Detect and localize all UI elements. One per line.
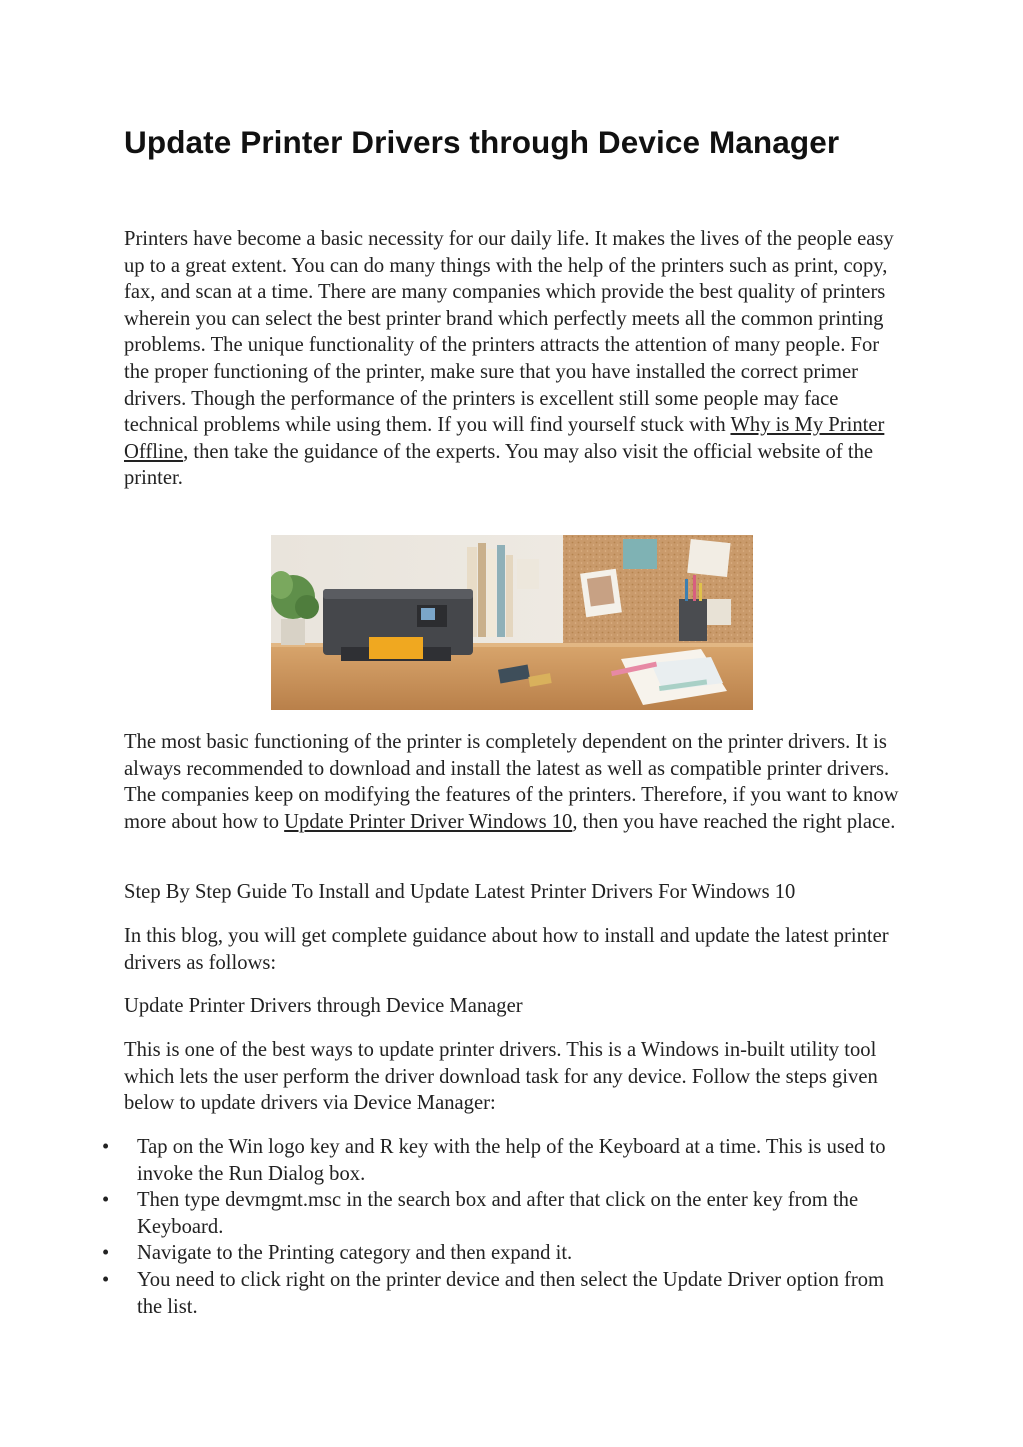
update-driver-windows10-link[interactable]: Update Printer Driver Windows 10 bbox=[284, 810, 573, 833]
intro-text-end: , then take the guidance of the experts. You may also visit the official website of the printer. bbox=[124, 440, 874, 490]
step-text: Tap on the Win logo key and R key with the help of the Keyboard at a time. This is used to invoke the Run Dialog box. bbox=[137, 1136, 886, 1185]
intro-paragraph bbox=[124, 226, 902, 492]
printer-desk-photo bbox=[271, 535, 753, 710]
page-title: Update Printer Drivers through Device Manager bbox=[124, 124, 840, 160]
section-heading: Update Printer Drivers through Device Manager bbox=[124, 995, 523, 1017]
section-text: This is one of the best ways to update printer drivers. This is a Windows in-built utility tool which lets the user perform the driver download task for any device. Follow the steps given below to update drivers via Device Manager: bbox=[124, 1039, 878, 1115]
intro-text: Printers have become a basic necessity for our daily life. It makes the lives of the people easy up to a great extent. You can do many things with the help of the printers such as print, copy, fax, and scan at a time. There are many companies which provide the best quality of printers wherein you can select the best printer brand which perfectly meets all the common printing problems. The unique functionality of the printers attracts the attention of many people. For the proper functioning of the printer, make sure that you have installed the correct primer drivers. Though the performance of the printers is excellent still some people may face technical problems while using them. If you will find yourself stuck with bbox=[124, 228, 894, 437]
blog-intro: In this blog, you will get complete guidance about how to install and update the latest printer drivers as follows: bbox=[124, 925, 889, 974]
guide-heading: Step By Step Guide To Install and Update Latest Printer Drivers For Windows 10 bbox=[124, 881, 796, 903]
drivers-text: The most basic functioning of the printer is completely dependent on the printer drivers. It is always recommended to download and install the latest as well as compatible printer drivers. The companies keep on modifying the features of the printers. Therefore, if you want to know more about how to bbox=[124, 731, 899, 833]
list-item bbox=[102, 1267, 902, 1320]
drivers-text-end: , then you have reached the right place. bbox=[572, 810, 896, 833]
step-text: Navigate to the Printing category and then expand it. bbox=[137, 1242, 573, 1265]
bullet-icon: • bbox=[102, 1136, 110, 1158]
drivers-paragraph bbox=[124, 729, 902, 835]
step-text: You need to click right on the printer device and then select the Update Driver option from the list. bbox=[137, 1268, 885, 1318]
why-printer-offline-link[interactable]: Why is My Printer Offline bbox=[124, 414, 885, 463]
list-item bbox=[102, 1240, 902, 1267]
bullet-icon: • bbox=[102, 1189, 110, 1212]
list-item bbox=[102, 1187, 902, 1240]
steps-list bbox=[102, 1134, 902, 1320]
bullet-icon: • bbox=[102, 1268, 110, 1291]
list-item bbox=[102, 1134, 902, 1187]
bullet-icon: • bbox=[102, 1242, 110, 1265]
step-text: Then type devmgmt.msc in the search box and after that click on the enter key from the Keyboard. bbox=[137, 1189, 859, 1238]
